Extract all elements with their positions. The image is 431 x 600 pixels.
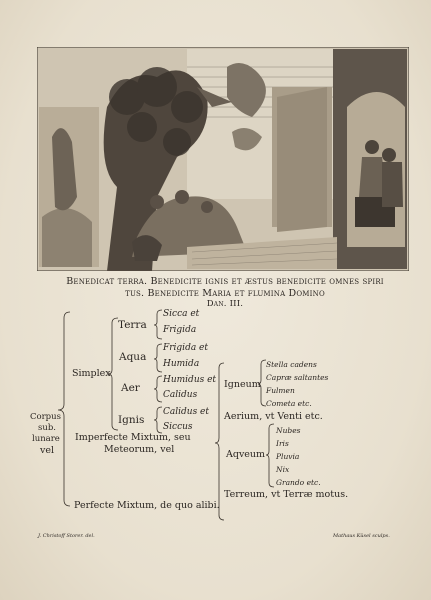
corpus-label-4: vel [40,445,55,456]
aqveum-item-1: Nubes [276,426,301,435]
corpus-label-3: lunare [32,434,60,444]
ignis-label: Ignis [118,414,145,426]
ignis-quality-1: Calidus et [163,407,209,417]
caption-line-1: Benedicat terra. Benedicite ignis et æstus benedicite omnes spiri [66,276,384,287]
caption-reference: Dan. III. [206,299,244,309]
aerium-label: Aerium, vt Venti etc. [224,411,323,422]
imperfecte-line-1: Imperfecte Mixtum, seu [75,432,191,443]
terra-label: Terra [118,319,147,331]
terra-quality-1: Sicca et [163,309,200,319]
igneum-item-3: Fulmen [266,386,295,395]
simplex-label: Simplex [72,368,111,379]
igneum-item-2: Capræ saltantes [266,373,329,382]
igneum-item-4: Cometa etc. [266,399,312,408]
aqveum-item-4: Nix [276,465,290,474]
ignis-quality-2: Siccus [163,422,193,432]
aqua-quality-1: Frigida et [163,343,208,353]
signature-right: Mathaus Küsel sculps. [333,533,390,539]
imperfecte-line-2: Meteorum, vel [104,444,175,455]
aqua-quality-2: Humida [163,359,200,369]
corpus-label-2: sub. [38,423,56,433]
aqua-label: Aqua [119,351,147,363]
terra-quality-2: Frigida [163,325,197,335]
aer-label: Aer [121,382,140,394]
igneum-label: Igneum [224,379,261,390]
aqveum-item-3: Pluvia [276,452,300,461]
igneum-item-1: Stella cadens [266,360,317,369]
aqveum-item-2: Iris [276,439,289,448]
caption-line-2: tus. Benedicite Maria et flumina Domino [125,288,325,299]
aer-quality-2: Calidus [163,390,198,400]
corpus-label-1: Corpus [30,412,61,422]
perfecte-mixtum: Perfecte Mixtum, de quo alibi. [74,500,220,511]
aqveum-item-5: Grando etc. [276,478,321,487]
aqveum-label: Aqveum [226,449,266,460]
terreum-label: Terreum, vt Terræ motus. [224,489,349,500]
aer-quality-1: Humidus et [163,375,217,385]
signature-left: J. Christoff Storer. del. [38,533,95,539]
